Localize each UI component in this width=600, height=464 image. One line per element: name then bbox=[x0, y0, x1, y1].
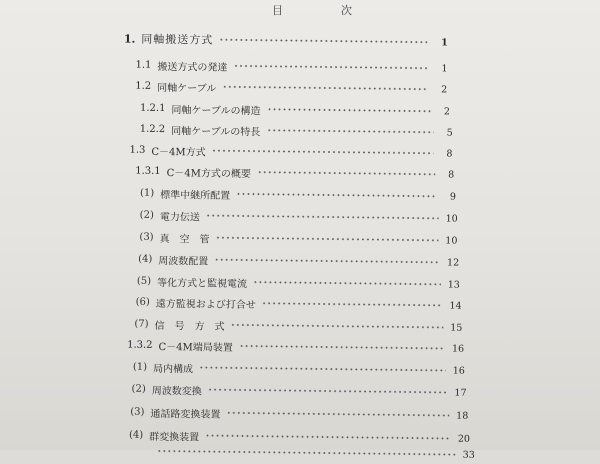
dot-leader bbox=[157, 450, 456, 456]
entry-number: (2) bbox=[139, 209, 154, 221]
toc-entry-item-4 bbox=[138, 251, 459, 271]
entry-number: (2) bbox=[131, 383, 146, 395]
entry-number: 1.3.2 bbox=[127, 339, 153, 351]
toc-entry-item-7 bbox=[134, 316, 462, 336]
entry-title: C－4M端局装置 bbox=[158, 341, 233, 354]
entry-page: 10 bbox=[445, 212, 458, 225]
entry-number: (1) bbox=[132, 361, 148, 373]
toc-entry-item-6 bbox=[136, 294, 462, 314]
entry-title: C－4M方式 bbox=[151, 146, 206, 159]
entry-page: 8 bbox=[448, 168, 455, 181]
entry-number: 1.2 bbox=[135, 80, 152, 92]
toc-entry-item-2 bbox=[140, 207, 458, 227]
entry-number: 1.2.2 bbox=[139, 123, 166, 135]
toc-entry-item-2b bbox=[131, 381, 466, 401]
toc-entry-item-1b bbox=[133, 359, 465, 379]
entry-title: 通話路変換装置 bbox=[150, 408, 221, 421]
dot-leader bbox=[253, 281, 441, 285]
entry-page: 1 bbox=[441, 36, 448, 48]
entry-title: 標準中継所配置 bbox=[160, 189, 231, 202]
toc-entry-item-5 bbox=[137, 273, 460, 293]
dot-leader bbox=[205, 435, 451, 440]
entry-title: 群変換装置 bbox=[149, 431, 200, 443]
toc-entry-item-3 bbox=[139, 229, 457, 249]
entry-number: (5) bbox=[136, 275, 152, 287]
toc-entry-1-3-2 bbox=[127, 337, 464, 357]
dot-leader bbox=[231, 324, 444, 329]
entry-page: 10 bbox=[445, 234, 458, 247]
entry-title: 局内構成 bbox=[152, 363, 194, 375]
dot-leader bbox=[208, 389, 448, 394]
dot-leader bbox=[267, 108, 431, 112]
entry-number: (4) bbox=[128, 429, 144, 441]
dot-leader bbox=[236, 193, 437, 197]
entry-title: 同軸ケーブルの構造 bbox=[171, 104, 261, 117]
entry-number: 1.3.1 bbox=[135, 165, 161, 177]
entry-page: 8 bbox=[446, 147, 453, 160]
entry-page: 16 bbox=[451, 343, 465, 355]
entry-page: 15 bbox=[450, 322, 463, 334]
table-of-contents bbox=[0, 27, 600, 461]
entry-page: 18 bbox=[456, 410, 469, 422]
entry-page: 5 bbox=[446, 126, 453, 139]
entry-number: (3) bbox=[139, 231, 154, 243]
dot-leader bbox=[219, 39, 429, 44]
toc-entry-item-1 bbox=[140, 185, 456, 205]
toc-entry-1-3-1 bbox=[135, 163, 454, 183]
entry-title: 真 空 管 bbox=[159, 233, 210, 246]
dot-leader bbox=[222, 86, 428, 91]
entry-page: 33 bbox=[462, 449, 475, 461]
entry-page: 16 bbox=[452, 365, 465, 377]
dot-leader bbox=[212, 150, 434, 155]
entry-number: 1.1 bbox=[135, 59, 152, 71]
toc-entry-cutoff bbox=[145, 443, 475, 463]
entry-title: 搬送方式の発達 bbox=[157, 61, 228, 74]
toc-entry-1-2-1 bbox=[140, 100, 450, 120]
entry-number: 1. bbox=[123, 32, 136, 46]
heading-char-2: 次 bbox=[341, 4, 352, 17]
entry-page: 2 bbox=[443, 105, 451, 118]
entry-page: 9 bbox=[449, 191, 457, 203]
toc-entry-1-2-2 bbox=[140, 121, 453, 141]
heading-char-1: 目 bbox=[272, 4, 283, 17]
entry-page: 14 bbox=[449, 300, 462, 312]
toc-entry-1-1 bbox=[135, 57, 447, 77]
entry-title: 周波数変換 bbox=[151, 385, 202, 397]
toc-heading bbox=[0, 2, 600, 22]
entry-number: (7) bbox=[134, 318, 149, 330]
toc-entry-1-2 bbox=[135, 78, 447, 98]
toc-entry-chapter-1 bbox=[124, 31, 448, 51]
dot-leader bbox=[239, 345, 445, 350]
entry-number: (1) bbox=[139, 187, 155, 199]
toc-entry-item-3b bbox=[130, 404, 468, 424]
dot-leader bbox=[266, 129, 433, 133]
entry-number: 1.2.1 bbox=[139, 102, 166, 114]
dot-leader bbox=[214, 259, 440, 264]
dot-leader bbox=[206, 215, 439, 220]
entry-page: 17 bbox=[454, 387, 467, 399]
entry-title: 電力伝送 bbox=[159, 211, 200, 223]
entry-title: 同軸搬送方式 bbox=[141, 32, 214, 47]
entry-title: C－4M方式の概要 bbox=[166, 167, 252, 180]
entry-number: (4) bbox=[138, 253, 153, 265]
dot-leader bbox=[233, 65, 428, 69]
dot-leader bbox=[226, 412, 449, 417]
entry-number: (3) bbox=[130, 406, 145, 418]
entry-title: 等化方式と監視電流 bbox=[156, 277, 248, 290]
entry-title: 遠方監視および打合せ bbox=[155, 298, 256, 311]
dot-leader bbox=[199, 366, 446, 371]
dot-leader bbox=[257, 171, 435, 175]
dot-leader bbox=[262, 302, 443, 306]
entry-title: 同軸ケーブル bbox=[157, 82, 217, 95]
entry-title: 周波数配置 bbox=[158, 255, 209, 268]
entry-page: 20 bbox=[457, 433, 471, 445]
entry-number: 1.3 bbox=[129, 144, 146, 156]
entry-page: 13 bbox=[447, 278, 460, 291]
entry-page: 12 bbox=[446, 256, 460, 269]
toc-entry-1-3 bbox=[129, 142, 452, 162]
entry-page: 1 bbox=[441, 62, 448, 74]
dot-leader bbox=[216, 237, 439, 242]
entry-number: (6) bbox=[135, 296, 150, 308]
entry-page: 2 bbox=[441, 83, 448, 95]
entry-title: 信 号 方 式 bbox=[154, 320, 225, 333]
entry-title: 同軸ケーブルの特長 bbox=[171, 125, 261, 138]
